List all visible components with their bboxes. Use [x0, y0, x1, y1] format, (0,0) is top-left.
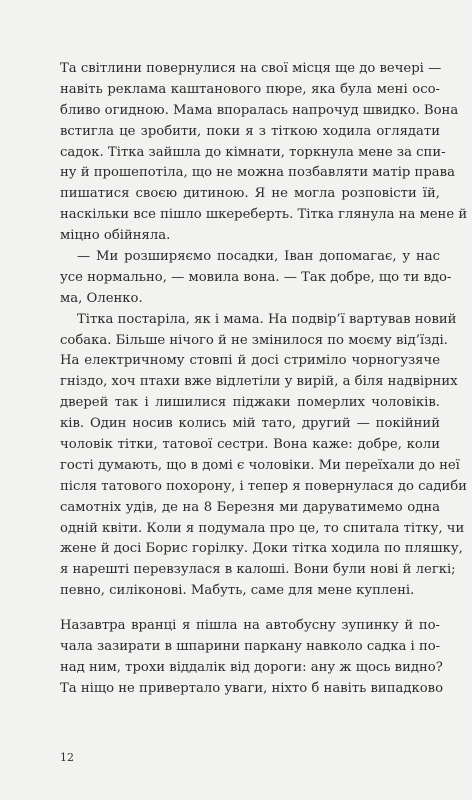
dialogue-line: — Ми розширяємо посадки, Іван допомагає, у нас	[77, 249, 440, 265]
text-line: навіть реклама каштанового пюре, яка була мені осо-	[60, 81, 440, 97]
text-line: певно, силіконові. Мабуть, саме для мене куплені.	[60, 583, 415, 599]
text-line: міцно обійняла.	[60, 228, 171, 244]
text-line: пишатися своєю дитиною. Я не могла розповісти їй,	[60, 186, 440, 202]
text-line: ну й прошепотіла, що не можна позбавляти матір права	[60, 165, 455, 181]
text-section-1	[60, 59, 468, 602]
text-line: чала зазирати в шпарини паркану навколо садка і по-	[60, 638, 441, 654]
text-line: гості думають, що в домі є чоловіки. Ми переїхали до неї	[60, 457, 460, 473]
text-line: чоловік тітки, татової сестри. Вона каже: добре, коли	[60, 437, 440, 453]
text-line: ків. Один носив колись мій тато, другий — покійний	[60, 416, 440, 432]
text-line: над ним, трохи віддалік від дороги: ану ж щось видно?	[60, 659, 443, 675]
text-line: бливо огидною. Мама впоралась напрочуд швидко. Вона	[60, 102, 459, 118]
text-line: На електричному стовпі й досі стриміло чорногузяче	[60, 353, 440, 369]
text-line: встигла це зробити, поки я з тіткою ходила оглядати	[60, 123, 440, 139]
text-line: одній квіти. Коли я подумала про це, то спитала тітку, чи	[60, 520, 465, 536]
text-line: гніздо, хоч птахи вже відлетіли у вирій, а біля надвірних	[60, 374, 458, 390]
text-line: усе нормально, — мовила вона. — Так добре, що ти вдо-	[60, 269, 452, 285]
text-line: садок. Тітка зайшла до кімнати, торкнула мене за спи-	[60, 144, 446, 160]
page-number: 12	[60, 751, 74, 764]
text-section-2	[60, 616, 444, 700]
text-line: я нарешті перевзулася в калоші. Вони були нові й легкі;	[60, 562, 456, 578]
text-line: жене й досі Борис горілку. Доки тітка ходила по пляшку,	[60, 541, 463, 557]
paragraph-start-line: Тітка постаріла, як і мама. На подвір’ї вартував новий	[77, 311, 457, 327]
text-line: собака. Більше нічого й не змінилося по моєму від’їзді.	[60, 332, 448, 348]
text-line: самотніх удів, де на 8 Березня ми даруватимемо одна	[60, 499, 440, 515]
text-line: ма, Оленко.	[60, 290, 143, 306]
text-line: Та світлини повернулися на свої місця ще до вечері —	[60, 61, 442, 76]
text-line: дверей так і лишилися піджаки померлих чоловіків.	[60, 395, 440, 411]
text-line: Та ніщо не привертало уваги, ніхто б навіть випадково	[60, 680, 444, 696]
text-line: після татового похорону, і тепер я повернулася до садиби	[60, 478, 467, 494]
paragraph-start-line: Назавтра вранці я пішла на автобусну зупинку й по-	[60, 618, 440, 633]
text-line: наскільки все пішло шкереберть. Тітка глянула на мене й	[60, 207, 468, 223]
